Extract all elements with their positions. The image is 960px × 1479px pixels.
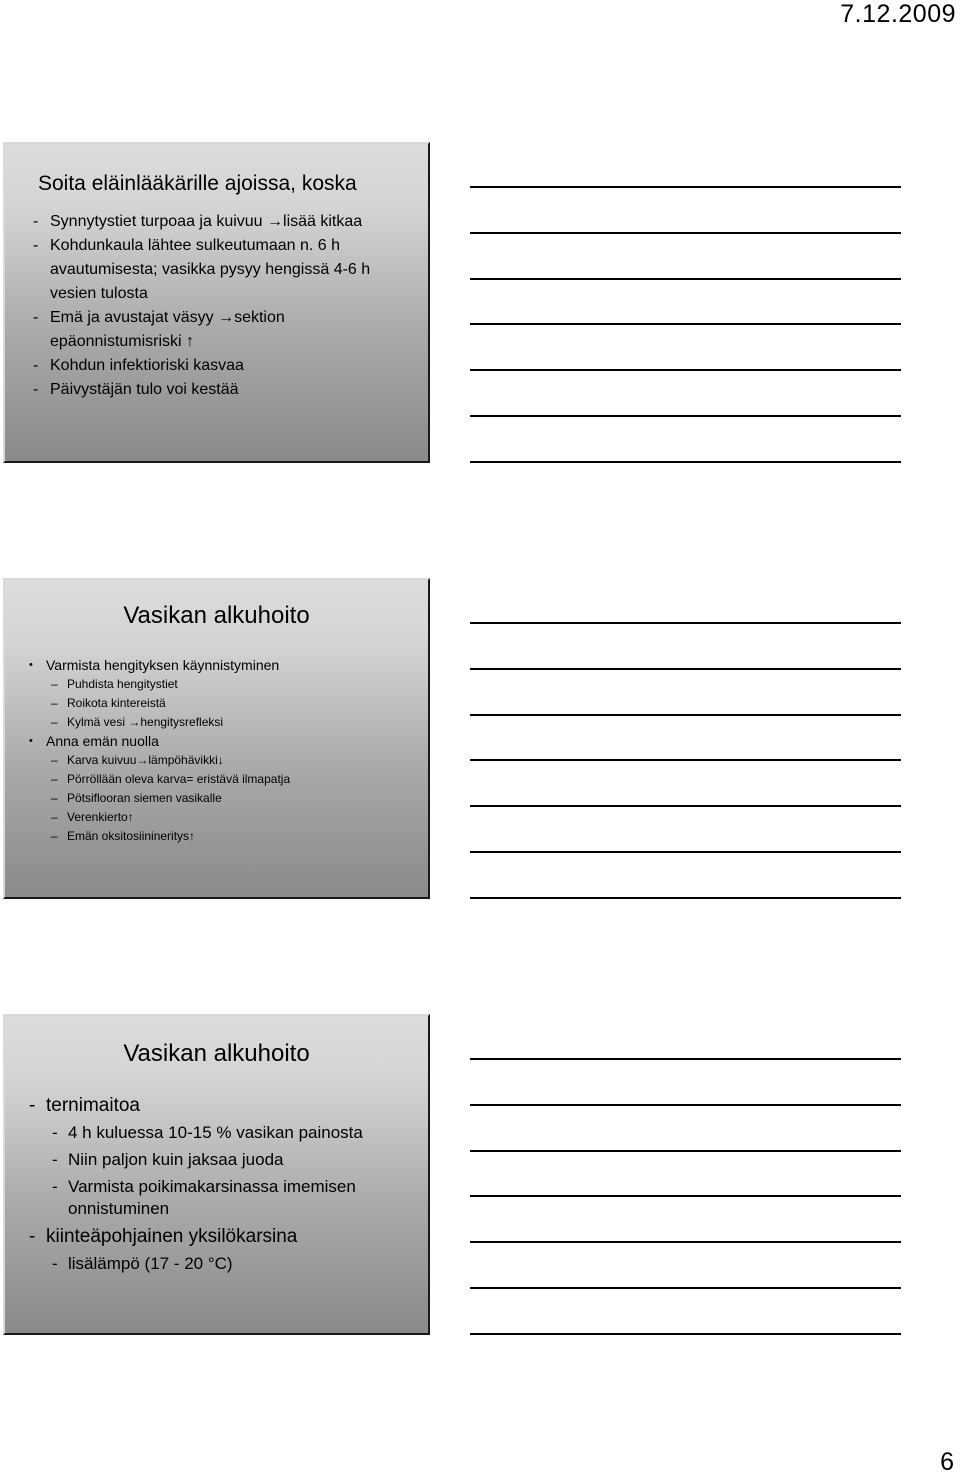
sub-item (29, 675, 419, 694)
list-marker: - (33, 237, 39, 254)
list-marker: - (33, 357, 39, 374)
slide-title: Soita eläinlääkärille ajoissa, koska (38, 172, 357, 195)
note-line (470, 714, 901, 716)
bullet-text: Anna emän nuolla (46, 733, 159, 749)
note-line (470, 1241, 901, 1243)
note-line (470, 897, 901, 899)
note-line (470, 232, 901, 234)
sub-item (29, 751, 419, 770)
sub-marker: - (52, 1123, 58, 1142)
slide-list (33, 210, 418, 402)
note-line (470, 851, 901, 853)
bullet-marker: • (29, 735, 33, 747)
slide-1 (3, 142, 430, 463)
note-line (470, 323, 901, 325)
note-line (470, 1287, 901, 1289)
date: 7.12.2009 (840, 0, 956, 28)
note-line (470, 805, 901, 807)
slide-list (29, 656, 419, 846)
list-item (33, 378, 418, 402)
note-line (470, 1195, 901, 1197)
list-item-text: Kohdunkaula lähtee sulkeutumaan n. 6 h avautumisesta; vasikka pysyy hengissä 4-6 h vesien tulosta (50, 237, 371, 302)
note-line (470, 1150, 901, 1152)
bullet-item (29, 656, 419, 675)
sub-marker: - (52, 1150, 58, 1169)
list-item (33, 234, 418, 306)
list-item (29, 1094, 419, 1118)
slide-list (29, 1094, 419, 1280)
sub-item (29, 713, 419, 732)
sub-item (29, 694, 419, 713)
sub-text: Verenkierto↑ (67, 810, 134, 824)
note-line (470, 759, 901, 761)
sub-marker: – (51, 791, 58, 805)
note-line (470, 186, 901, 188)
sub-text: Puhdista hengitystiet (67, 677, 178, 691)
sub-item (29, 789, 419, 808)
sub-marker: - (52, 1254, 58, 1273)
note-line (470, 668, 901, 670)
sub-marker: – (51, 696, 58, 710)
sub-text: 4 h kuluessa 10-15 % vasikan painosta (68, 1123, 363, 1142)
sub-item (29, 1122, 419, 1144)
list-item-text: ternimaitoa (46, 1095, 140, 1116)
sub-text: Varmista poikimakarsinassa imemisen onnistuminen (68, 1177, 356, 1218)
sub-marker: – (51, 810, 58, 824)
list-item (33, 354, 418, 378)
sub-text: Pörröllään oleva karva= eristävä ilmapatja (67, 772, 291, 786)
note-line (470, 415, 901, 417)
sub-text: Niin paljon kuin jaksaa juoda (68, 1150, 284, 1169)
note-line (470, 622, 901, 624)
sub-item (29, 1176, 419, 1220)
sub-item (29, 808, 419, 827)
sub-text: Pötsiflooran siemen vasikalle (67, 791, 222, 805)
list-item-text: Emä ja avustajat väsyy →sektion epäonnistumisriski ↑ (50, 309, 285, 350)
sub-marker: – (51, 715, 58, 729)
sub-text: Roikota kintereistä (67, 696, 166, 710)
sub-marker: – (51, 753, 58, 767)
list-marker: - (29, 1226, 36, 1247)
list-item (29, 1225, 419, 1249)
sub-text: Karva kuivuu→lämpöhävikki↓ (67, 753, 224, 767)
sub-text: Kylmä vesi →hengitysrefleksi (67, 715, 224, 729)
sub-text: lisälämpö (17 - 20 °C) (68, 1254, 233, 1273)
list-marker: - (33, 309, 39, 326)
page-number: 6 (940, 1448, 954, 1476)
note-line (470, 461, 901, 463)
sub-item (29, 770, 419, 789)
note-line (470, 1104, 901, 1106)
note-line (470, 278, 901, 280)
list-item-text: kiinteäpohjainen yksilökarsina (46, 1226, 298, 1247)
slide-3 (3, 1014, 430, 1335)
bullet-text: Varmista hengityksen käynnistyminen (46, 657, 280, 673)
note-line (470, 1058, 901, 1060)
list-item-text: Päivystäjän tulo voi kestää (50, 381, 239, 398)
sub-marker: – (51, 677, 58, 691)
sub-item (29, 827, 419, 846)
list-marker: - (33, 213, 39, 230)
sub-item (29, 1253, 419, 1275)
slide-title: Vasikan alkuhoito (123, 602, 310, 629)
list-item-text: Synnytystiet turpoaa ja kuivuu →lisää kitkaa (50, 213, 363, 230)
bullet-marker: • (29, 659, 33, 671)
sub-text: Emän oksitosiinineritys↑ (67, 829, 196, 843)
sub-marker: – (51, 829, 58, 843)
list-item (33, 210, 418, 234)
note-line (470, 1333, 901, 1335)
note-line (470, 369, 901, 371)
list-item (33, 306, 418, 354)
list-item-text: Kohdun infektioriski kasvaa (50, 357, 244, 374)
slide-title: Vasikan alkuhoito (123, 1040, 310, 1067)
bullet-item (29, 732, 419, 751)
sub-marker: – (51, 772, 58, 786)
sub-marker: - (52, 1177, 58, 1196)
sub-item (29, 1149, 419, 1171)
list-marker: - (33, 381, 39, 398)
slide-2 (3, 578, 430, 899)
list-marker: - (29, 1095, 36, 1116)
